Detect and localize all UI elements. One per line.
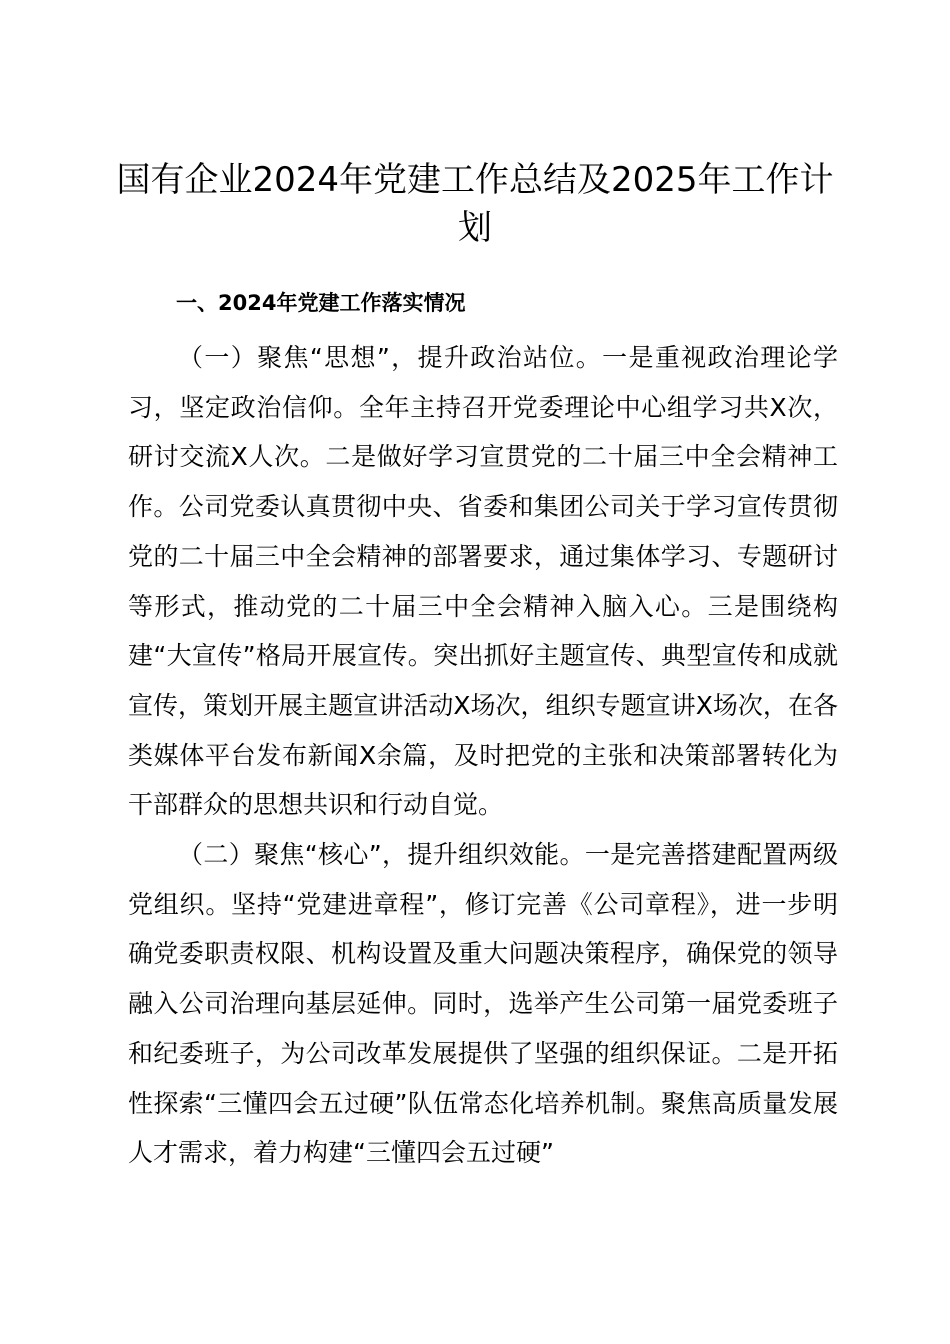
document-title: 国有企业2024年党建工作总结及2025年工作计划 bbox=[116, 160, 834, 248]
document-body bbox=[128, 333, 838, 1178]
paragraph: （二）聚焦“核心”，提升组织效能。一是完善搭建配置两级党组织。坚持“党建进章程”，修订完善《公司章程》，进一步明确党委职责权限、机构设置及重大问题决策程序，确保党的领导融入公司治理向基层延伸。同时，选举产生公司第一届党委班子和纪委班子，为公司改革发展提供了坚强的组织保证。二是开拓性探索“三懂四会五过硬”队伍常态化培养机制。聚焦高质量发展人才需求，着力构建“三懂四会五过硬” bbox=[128, 840, 838, 1168]
section-heading: 一、2024年党建工作落实情况 bbox=[176, 291, 466, 315]
paragraph: （一）聚焦“思想”，提升政治站位。一是重视政治理论学习，坚定政治信仰。全年主持召开党委理论中心组学习共X次，研讨交流X人次。二是做好学习宣贯党的二十届三中全会精神工作。公司党委认真贯彻中央、省委和集团公司关于学习宣传贯彻党的二十届三中全会精神的部署要求，通过集体学习、专题研讨等形式，推动党的二十届三中全会精神入脑入心。三是围绕构建“大宣传”格局开展宣传。突出抓好主题宣传、典型宣传和成就宣传，策划开展主题宣讲活动X场次，组织专题宣讲X场次，在各类媒体平台发布新闻X余篇，及时把党的主张和决策部署转化为干部群众的思想共识和行动自觉。 bbox=[128, 343, 838, 820]
